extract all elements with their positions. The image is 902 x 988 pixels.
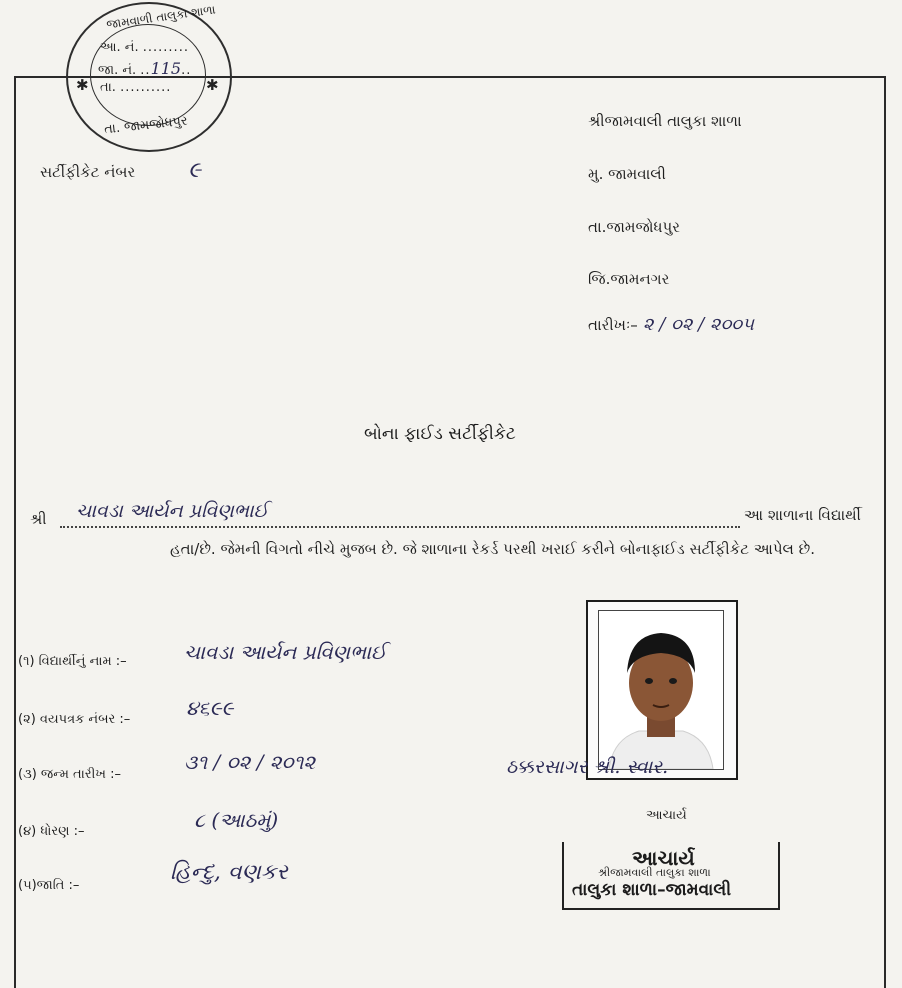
student-photo — [598, 610, 724, 770]
student-name-written: ચાવડા આર્યન પ્રવિણભાઈ — [76, 500, 269, 522]
detail-value-5: હિન્દુ, વણકર — [170, 860, 288, 885]
date-row — [588, 314, 754, 335]
seal-line-1: આ. નં. ......... — [100, 40, 189, 55]
certificate-number-label: સર્ટીફીકેટ નંબર — [40, 163, 136, 181]
detail-label-5: (૫)જાતિ :– — [18, 878, 80, 893]
seal-line-3: તા. .......... — [100, 80, 172, 95]
student-portrait-icon — [599, 611, 723, 769]
seal-line-2: જા. નં. ..115.. — [98, 59, 192, 78]
date-label: તારીખઃ– — [588, 316, 638, 334]
signature-handwritten: ઠક્કરસાગર શ્રી. સ્વાર. — [506, 756, 669, 778]
seal-star-right-icon: ✱ — [206, 76, 219, 94]
certificate-title: બોના ફાઈડ સર્ટીફીકેટ — [364, 424, 516, 444]
detail-value-1: ચાવડા આર્યન પ્રવિણભાઈ — [184, 640, 387, 664]
principal-stamp-line2: તાલુકા શાળા–જામવાલી — [572, 880, 732, 900]
detail-value-4: ૮ (આઠમું) — [194, 808, 279, 832]
school-name: શ્રીજામવાલી તાલુકા શાળા — [588, 112, 742, 130]
detail-value-2: ૪૬૯૯ — [186, 696, 234, 720]
certificate-number-value: ૯ — [188, 158, 202, 183]
principal-stamp-line1: શ્રીજામવાલી તાલુકા શાળા — [598, 866, 711, 879]
body-prefix: શ્રી — [30, 510, 47, 528]
principal-stamp-title: આચાર્ય — [632, 846, 695, 870]
district: જિ.જામનગર — [588, 270, 670, 288]
name-dotted-line — [60, 526, 740, 528]
seal-star-left-icon: ✱ — [76, 76, 89, 94]
seal-top-arc: જામવાળી તાલુકા શાળા — [105, 2, 217, 32]
detail-label-1: (૧) વિદ્યાર્થીનું નામ :– — [18, 654, 127, 669]
detail-value-3: ૩૧ / ૦૨ / ૨૦૧૨ — [184, 750, 316, 774]
detail-label-3: (૩) જન્મ તારીખ :– — [18, 767, 121, 782]
detail-label-2: (૨) વયપત્રક નંબર :– — [18, 712, 131, 727]
date-value: ૨ / ૦૨ / ૨૦૦૫ — [642, 314, 754, 335]
body-sentence: હતા/છે. જેમની વિગતો નીચે મુજબ છે. જે શાળાના રેકર્ડ પરથી ખરાઈ કરીને બોનાફાઈડ સર્ટીફીકેટ આપેલ છે. — [170, 540, 816, 558]
student-photo-frame — [586, 600, 738, 780]
signature-role: આચાર્ય — [646, 808, 687, 823]
detail-label-4: (૪) ધોરણ :– — [18, 824, 85, 839]
body-suffix: આ શાળાના વિદ્યાર્થી — [744, 506, 861, 524]
taluka: તા.જામજોધપુર — [588, 218, 680, 236]
seal-bottom-arc: તા. જામજોધપુર — [103, 113, 189, 138]
village: મુ. જામવાલી — [588, 165, 666, 183]
school-seal-stamp — [66, 2, 232, 152]
